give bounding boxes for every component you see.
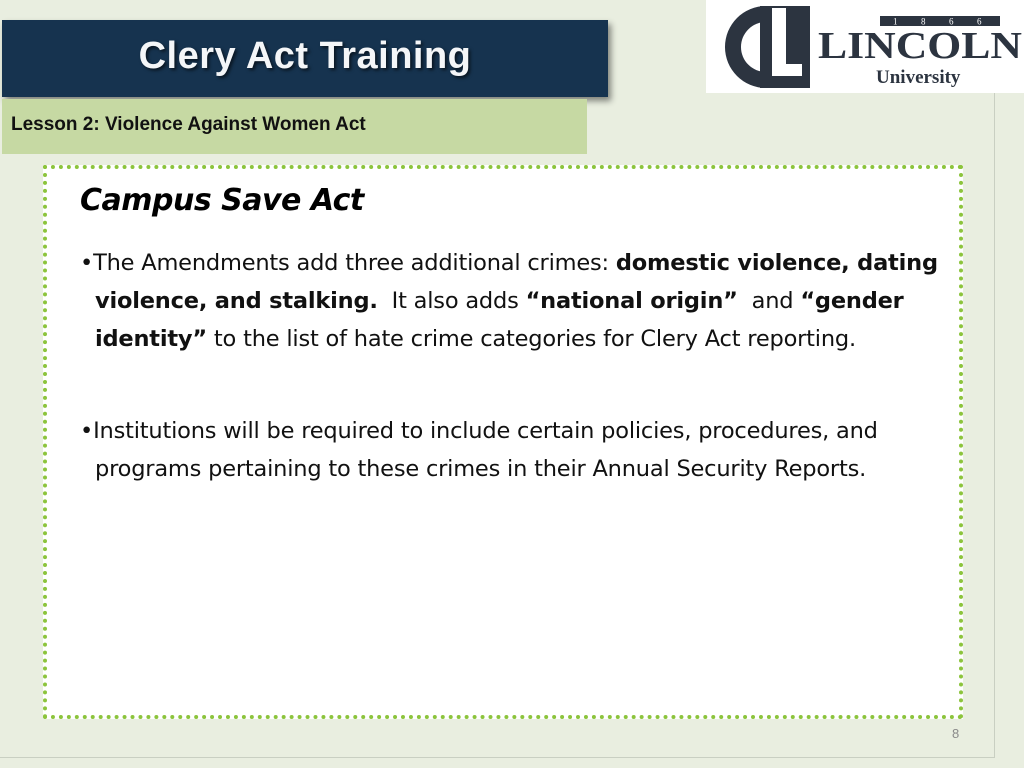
lesson-label: Lesson 2: Violence Against Women Act bbox=[11, 114, 366, 135]
slide-number: 8 bbox=[952, 726, 960, 741]
bullet-text: Institutions will be required to include certain policies, procedures, and programs pertaining to these crimes in their Annual Security Reports. bbox=[93, 418, 878, 482]
bullet-marker: • bbox=[80, 250, 94, 276]
lesson-bar bbox=[2, 99, 587, 154]
bullet-marker: • bbox=[80, 418, 94, 444]
logo-year-digit: 6 bbox=[949, 16, 954, 27]
bullet-item-institutions bbox=[80, 412, 965, 488]
content-heading: Campus Save Act bbox=[80, 183, 364, 218]
logo-year-digit: 8 bbox=[921, 16, 926, 27]
slide-title: Clery Act Training bbox=[138, 35, 472, 77]
content-box bbox=[43, 165, 963, 719]
logo-c-mark bbox=[725, 6, 766, 88]
bullet-text: to the list of hate crime categories for Clery Act reporting. bbox=[206, 326, 856, 352]
bullet-bold-text: domestic violence, dating violence, and stalking. bbox=[95, 250, 938, 314]
bullet-text: and bbox=[737, 288, 801, 314]
logo-name: LINCOLN bbox=[818, 25, 1022, 67]
title-bar bbox=[2, 20, 608, 97]
bullet-item-crimes bbox=[80, 244, 965, 358]
logo-year-digit: 6 bbox=[977, 16, 982, 27]
bullet-bold-text: “national origin” bbox=[525, 288, 738, 314]
logo-subtitle: University bbox=[876, 67, 961, 88]
bullet-text: It also adds bbox=[377, 288, 526, 314]
logo-graphic bbox=[706, 0, 1024, 93]
logo-year-digit: 1 bbox=[893, 16, 898, 27]
lincoln-university-logo bbox=[706, 0, 1024, 93]
bullet-text: The Amendments add three additional crimes: bbox=[93, 250, 616, 276]
bullet-bold-text: “gender identity” bbox=[95, 288, 904, 352]
